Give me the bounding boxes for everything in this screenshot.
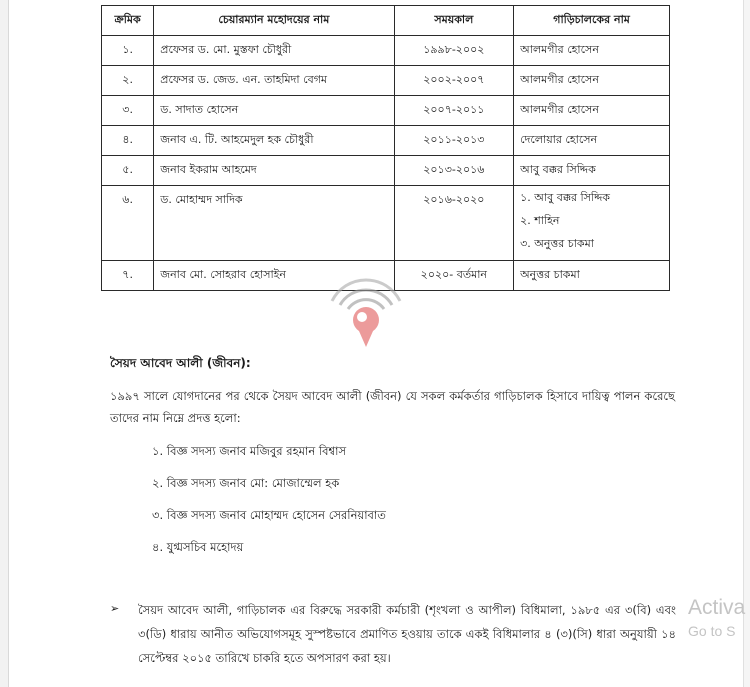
cell-term: ২০১৩-২০১৬ — [394, 156, 514, 186]
cell-driver: আবু বক্কর সিদ্দিক — [514, 156, 670, 186]
cell-serial: ২. — [102, 66, 154, 96]
cell-chairman-name: প্রফেসর ড. মো. মুস্তফা চৌধুরী — [154, 36, 394, 66]
table-row — [102, 96, 670, 126]
header-term: সময়কাল — [394, 6, 514, 36]
table-header-row — [102, 6, 670, 36]
cell-chairman-name: জনাব ইকরাম আহমেদ — [154, 156, 394, 186]
dismissal-paragraph: সৈয়দ আবেদ আলী, গাড়িচালক এর বিরুদ্ধে সরকারী কর্মচারী (শৃংখলা ও আপীল) বিধিমালা, ১৯৮৫ এর ৩(বি) এবং ৩(ডি) ধারায় আনীত অভিযোগসমূহ সুস্পষ্টভাবে প্রমাণিত হওয়ায় তাকে একই বিধিমালার ৪ (৩)(সি) ধারা অনুযায়ী ১৪ সেপ্টেম্বর ২০১৫ তারিখে চাকরি হতে অপসারণ করা হয়। — [138, 603, 676, 665]
cell-driver: আলমগীর হোসেন — [514, 96, 670, 126]
cell-serial: ৩. — [102, 96, 154, 126]
section-heading: সৈয়দ আবেদ আলী (জীবন): — [110, 356, 251, 370]
cell-chairman-name: ড. সাদাত হোসেন — [154, 96, 394, 126]
driver-entry: ১. আবু বক্কর সিদ্দিক — [520, 191, 610, 204]
activate-line-1: Activa — [688, 596, 746, 619]
cell-term: ২০০৭-২০১১ — [394, 96, 514, 126]
intro-paragraph: ১৯৯৭ সালে যোগদানের পর থেকে সৈয়দ আবেদ আলী (জীবন) যে সকল কর্মকর্তার গাড়িচালক হিসাবে দায়িত্ব পালন করেছে তাদের নাম নিম্নে প্রদত্ত হলো: — [110, 389, 675, 425]
cell-serial: ১. — [102, 36, 154, 66]
header-chairman-name: চেয়ারম্যান মহোদয়ের নাম — [154, 6, 394, 36]
cell-driver: অনুত্তর চাকমা — [514, 261, 670, 291]
cell-term: ২০০২-২০০৭ — [394, 66, 514, 96]
cell-term: ২০২০- বর্তমান — [394, 261, 514, 291]
cell-driver: আলমগীর হোসেন — [514, 36, 670, 66]
list-item: ১. বিজ্ঞ সদস্য জনাব মজিবুর রহমান বিশ্বাস — [152, 444, 347, 458]
cell-serial: ৫. — [102, 156, 154, 186]
chairman-driver-table — [101, 5, 670, 291]
list-item: ২. বিজ্ঞ সদস্য জনাব মো: মোজাম্মেল হক — [152, 476, 340, 490]
driver-entry: ৩. অনুত্তর চাকমা — [520, 237, 594, 250]
list-item: ৩. বিজ্ঞ সদস্য জনাব মোহাম্মদ হোসেন সেরনিয়াবাত — [152, 508, 386, 522]
cell-term: ১৯৯৮-২০০২ — [394, 36, 514, 66]
cell-serial: ৬. — [102, 186, 154, 261]
cell-chairman-name: জনাব মো. সোহরাব হোসাইন — [154, 261, 394, 291]
officer-list — [152, 440, 386, 568]
cell-chairman-name: প্রফেসর ড. জেড. এন. তাহমিদা বেগম — [154, 66, 394, 96]
activate-windows-watermark — [688, 596, 745, 639]
cell-term: ২০১১-২০১৩ — [394, 126, 514, 156]
driver-entry: ২. শাহিন — [520, 214, 560, 227]
cell-term: ২০১৬-২০২০ — [394, 186, 514, 261]
activate-line-2: Go to S — [688, 623, 736, 639]
channel-logo-watermark — [326, 275, 406, 355]
table-row — [102, 156, 670, 186]
cell-serial: ৪. — [102, 126, 154, 156]
cell-chairman-name: ড. মোহাম্মদ সাদিক — [154, 186, 394, 261]
table-row — [102, 36, 670, 66]
list-item: ৪. যুগ্মসচিব মহোদয় — [152, 540, 244, 554]
cell-driver: দেলোয়ার হোসেন — [514, 126, 670, 156]
header-serial: ক্রমিক — [102, 6, 154, 36]
cell-driver: আলমগীর হোসেন — [514, 66, 670, 96]
header-driver-name: গাড়িচালকের নাম — [514, 6, 670, 36]
window-right-edge — [743, 0, 750, 687]
cell-chairman-name: জনাব এ. টি. আহমেদুল হক চৌধুরী — [154, 126, 394, 156]
table-row — [102, 186, 670, 261]
arrow-bullet-icon: ➢ — [110, 602, 120, 615]
cell-serial: ৭. — [102, 261, 154, 291]
cell-driver-list — [514, 186, 670, 261]
table-row — [102, 126, 670, 156]
window-left-edge — [0, 0, 9, 687]
table-row — [102, 66, 670, 96]
